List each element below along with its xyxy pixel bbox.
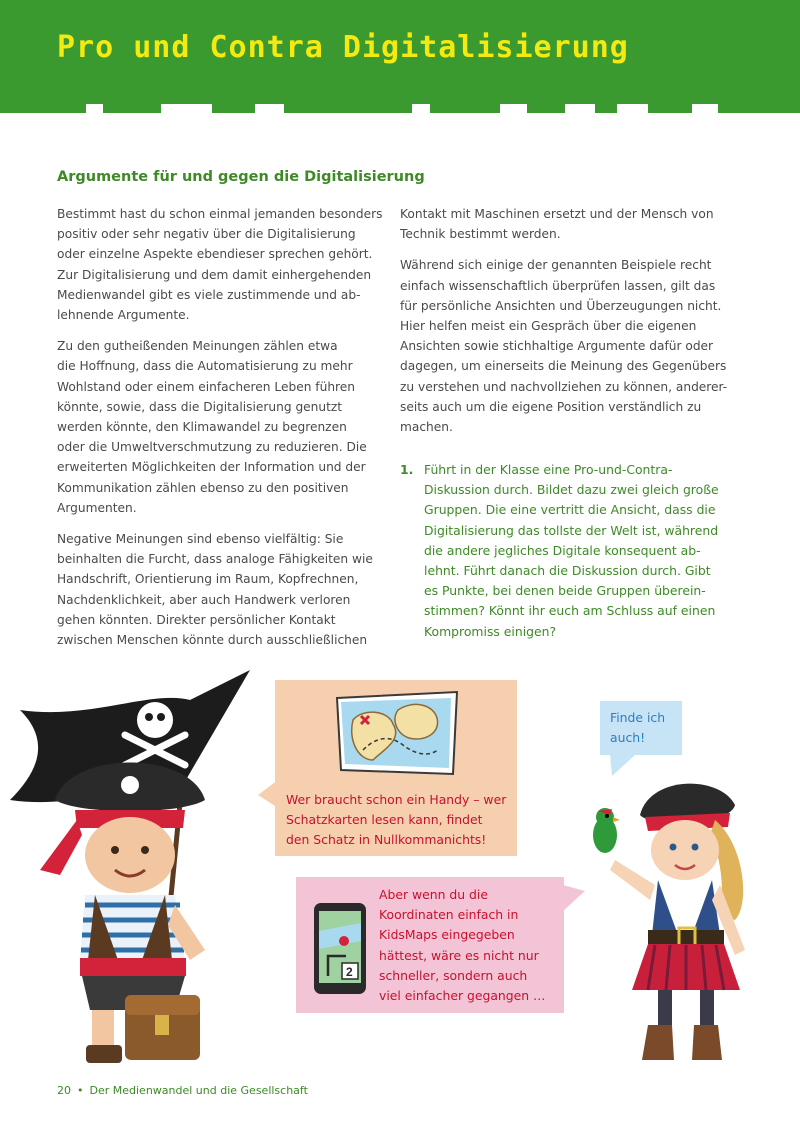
footer-separator: •: [77, 1084, 84, 1097]
speech-text: Finde ich auch!: [610, 710, 666, 746]
speech-text: Aber wenn du die Koordinaten einfach in KidsMaps eingegeben hättest, wäre es nicht nur schneller, sondern auch viel einfacher gegangen …: [379, 887, 546, 1004]
speech-bubble-tail: [258, 780, 278, 810]
phone-badge-text: 2: [346, 965, 353, 979]
page-number: 20: [57, 1084, 71, 1097]
speech-bubble-treasure-map: [275, 680, 517, 856]
page-footer: [57, 1084, 308, 1097]
text-column-left: [57, 204, 392, 661]
smartphone-map-icon: [312, 901, 368, 996]
paragraph: Zu den gutheißenden Meinungen zählen etwa die Hoffnung, dass die Automatisierung zu mehr Wohlstand oder einem einfacheren Leben führen könnte, sowie, dass die Digitalisierung genutzt werden könnte, den Klimawandel zu begrenzen oder die Umweltverschmutzung zu reduzieren. Die erweiterten Möglichkeiten der Information und der Kommunikation zählen ebenso zu den positiven Argumenten.: [57, 339, 367, 515]
speech-bubble-agree: [600, 701, 682, 755]
section-heading: Argumente für und gegen die Digitalisierung: [57, 169, 425, 185]
paragraph: Negative Meinungen sind ebenso vielfältig: Sie beinhalten die Furcht, dass analoge Fähigkeiten wie Handschrift, Orientierung im Raum, Kopfrechnen, Nachdenklichkeit, aber auch Handwerk verloren gehen könnten. Direkter persönlicher Kontakt zwischen Menschen könnte durch ausschließlichen: [57, 532, 373, 648]
speech-text: Wer braucht schon ein Handy – wer Schatzkarten lesen kann, findet den Schatz in Nullkommanichts!: [286, 792, 507, 848]
header-pixel-strip: [0, 104, 800, 113]
page-header: [0, 0, 800, 104]
paragraph: Während sich einige der genannten Beispiele recht einfach wissenschaftlich überprüfen lassen, gilt das für persönliche Ansichten und Überzeugungen nicht. Hier helfen meist ein Gespräch über die eigenen Ansichten sowie stichhaltige Argumente dafür oder dagegen, um einerseits die Meinung des Gegenübers zu verstehen und nachvollziehen zu können, anderer- seits auch um die eigene Position verständlich zu machen.: [400, 258, 728, 435]
task-number: 1.: [400, 462, 414, 477]
paragraph: Kontakt mit Maschinen ersetzt und der Mensch von Technik bestimmt werden.: [400, 207, 714, 242]
task-text: Führt in der Klasse eine Pro-und-Contra- Diskussion durch. Bildet dazu zwei gleich große Gruppen. Die eine vertritt die Ansicht, dass die Digitalisierung das tollste der Welt ist, während die andere jegliches Digitale konsequent ab- lehnt. Führt danach die Diskussion durch. Gibt es Punkte, bei denen beide Gruppen überein- stimmen? Könnt ihr euch am Schluss auf einen Kompromiss einigen?: [424, 462, 719, 639]
paragraph: Bestimmt hast du schon einmal jemanden besonders positiv oder sehr negativ über die Digitalisierung oder einzelne Aspekte ebendieser sprechen gehört. Zur Digitalisierung und dem damit einhergehenden Medienwandel gibt es viele zustimmende und ab- lehnende Argumente.: [57, 207, 383, 323]
text-column-right: [400, 204, 740, 448]
treasure-map-icon: [333, 690, 461, 778]
pirate-boy-illustration: [0, 660, 265, 1070]
speech-bubble-kidsmaps: [296, 877, 564, 1013]
chapter-title: Der Medienwandel und die Gesellschaft: [89, 1084, 308, 1097]
parrot-icon: [593, 808, 620, 853]
treasure-chest-icon: [125, 995, 200, 1060]
page-title: Pro und Contra Digitalisierung: [57, 30, 629, 65]
pirate-girl-illustration: [560, 775, 780, 1065]
